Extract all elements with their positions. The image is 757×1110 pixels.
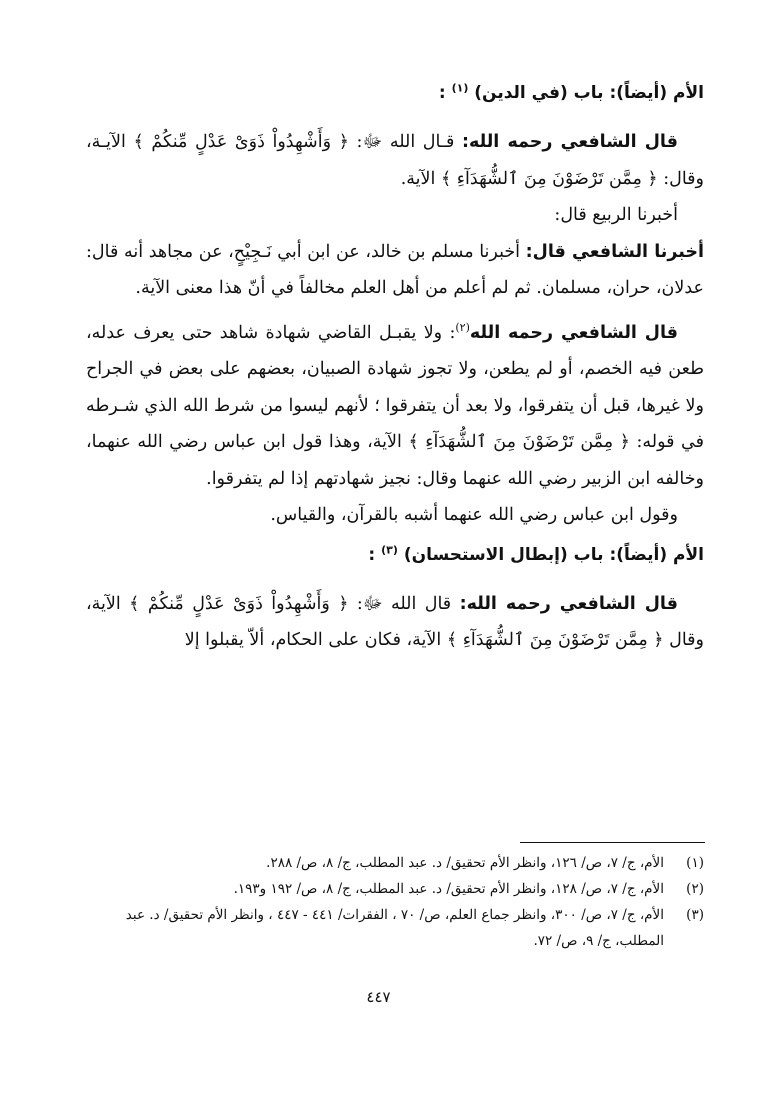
page-body xyxy=(86,72,704,659)
paragraph-shafii-verse: قال الشافعي رحمه الله: قـال الله ﷻ: ﴿ وَأَشْهِدُواْ ذَوَىْ عَدْلٍ مِّنكُمْ ﴾ الآيـة، وقال: ﴿ مِمَّن تَرْضَوْنَ مِنَ ٱلشُّهَدَآءِ ﴾ الآية. xyxy=(86,132,704,189)
footnote-ref: (٣) xyxy=(381,542,398,556)
footnote-ref: (٢) xyxy=(455,320,470,334)
quran-verse: وَأَشْهِدُواْ ذَوَىْ عَدْلٍ مِّنكُمْ xyxy=(151,132,332,152)
paragraph-rabi: أخبرنا الربيع قال: xyxy=(554,205,678,225)
footnote-text: الأم، ج/ ٧، ص/ ١٢٨، وانظر الأم تحقيق/ د. عبد المطلب، ج/ ٨، ص/ ١٩٢ و١٩٣. xyxy=(233,881,664,897)
footnote-text: الأم، ج/ ٧، ص/ ١٢٦، وانظر الأم تحقيق/ د. عبد المطلب، ج/ ٨، ص/ ٢٨٨. xyxy=(266,855,664,871)
paragraph-mujahid: أخبرنا الشافعي قال: أخبرنا مسلم بن خالد، عن ابن أبي نَـجِيْحٍ، عن مجاهد أنه قال: عدلان، حران، مسلمان. ثم لم أعلم من أهل العلم مخالفاً في أنّ هذا معنى الآية. xyxy=(86,241,704,298)
section-heading-debt: الأم (أيضاً): باب (في الدين) $^{(١)}$ : xyxy=(438,81,704,103)
speaker-label: أخبرنا الشافعي قال: xyxy=(525,241,704,262)
speaker-label: قال الشافعي رحمه الله: xyxy=(461,132,678,152)
page-number: ٤٤٧ xyxy=(366,988,391,1006)
footnote-text: الأم، ج/ ٧، ص/ ٣٠٠، وانظر جماع العلم، ص/ ٧٠ ، الفقرات/ ٤٤١ - ٤٤٧ ، وانظر الأم تحقيق/ د. عبد المطلب، ج/ ٩، ص/ ٧٢. xyxy=(125,907,664,949)
heading-text: الأم (أيضاً): باب (إبطال الاستحسان) xyxy=(403,544,704,565)
speaker-label: قال الشافعي رحمه الله xyxy=(469,322,678,343)
quran-verse: مِمَّن تَرْضَوْنَ مِنَ ٱلشُّهَدَآءِ xyxy=(456,168,642,189)
footnote-number: (١) xyxy=(686,855,704,871)
quran-verse: مِمَّن تَرْضَوْنَ مِنَ ٱلشُّهَدَآءِ xyxy=(462,630,648,650)
footnote-item xyxy=(86,902,704,954)
footnote-number: (٢) xyxy=(686,881,704,897)
paragraph-istihsan: قال الشافعي رحمه الله: قال الله ﷻ: ﴿ وَأَشْهِدُواْ ذَوَىْ عَدْلٍ مِّنكُمْ ﴾ الآية، وقال ﴿ مِمَّن تَرْضَوْنَ مِنَ ٱلشُّهَدَآءِ ﴾ الآية، فكان على الحكام، ألاّ يقبلوا إلا xyxy=(86,593,704,650)
footnote-number: (٣) xyxy=(686,907,704,923)
heading-text: الأم (أيضاً): باب (في الدين) xyxy=(474,83,704,103)
footnotes xyxy=(86,850,704,954)
paragraph-testimony: قال الشافعي رحمه الله$^{(٢)}$: ولا يقبـل القاضي شهادة شاهد حتى يعرف عدله، طعن فيه الخصم، أو لم يطعن، ولا تجوز شهادة الصبيان، بعضهم على بعض في الجراح ولا غيرها، قبل أن يتفرقوا، ولا بعد أن يتفرقوا ؛ لأنهم ليسوا من شرط الله الذي شـرطه في قوله: ﴿ مِمَّن تَرْضَوْنَ مِنَ ٱلشُّهَدَآءِ ﴾ الآية، وهذا قول ابن عباس رضي الله عنهما، وخالفه ابن الزبير رضي الله عنهما وقال: نجيز شهادتهم إذا لم يتفرقوا. xyxy=(86,320,704,489)
footnote-ref: (١) xyxy=(451,81,469,95)
footnote-item xyxy=(86,876,704,902)
quran-verse: مِمَّن تَرْضَوْنَ مِنَ ٱلشُّهَدَآءِ xyxy=(425,432,614,452)
speaker-label: قال الشافعي رحمه الله: xyxy=(459,593,678,614)
footnote-divider xyxy=(520,842,705,843)
paragraph-ibn-abbas: وقول ابن عباس رضي الله عنهما أشبه بالقرآن، والقياس. xyxy=(270,505,678,525)
footnote-item xyxy=(86,850,704,876)
quran-verse: وَأَشْهِدُواْ ذَوَىْ عَدْلٍ مِّنكُمْ xyxy=(147,593,330,614)
section-heading-istihsan: الأم (أيضاً): باب (إبطال الاستحسان) $^{(٣)}$ : xyxy=(368,542,704,565)
